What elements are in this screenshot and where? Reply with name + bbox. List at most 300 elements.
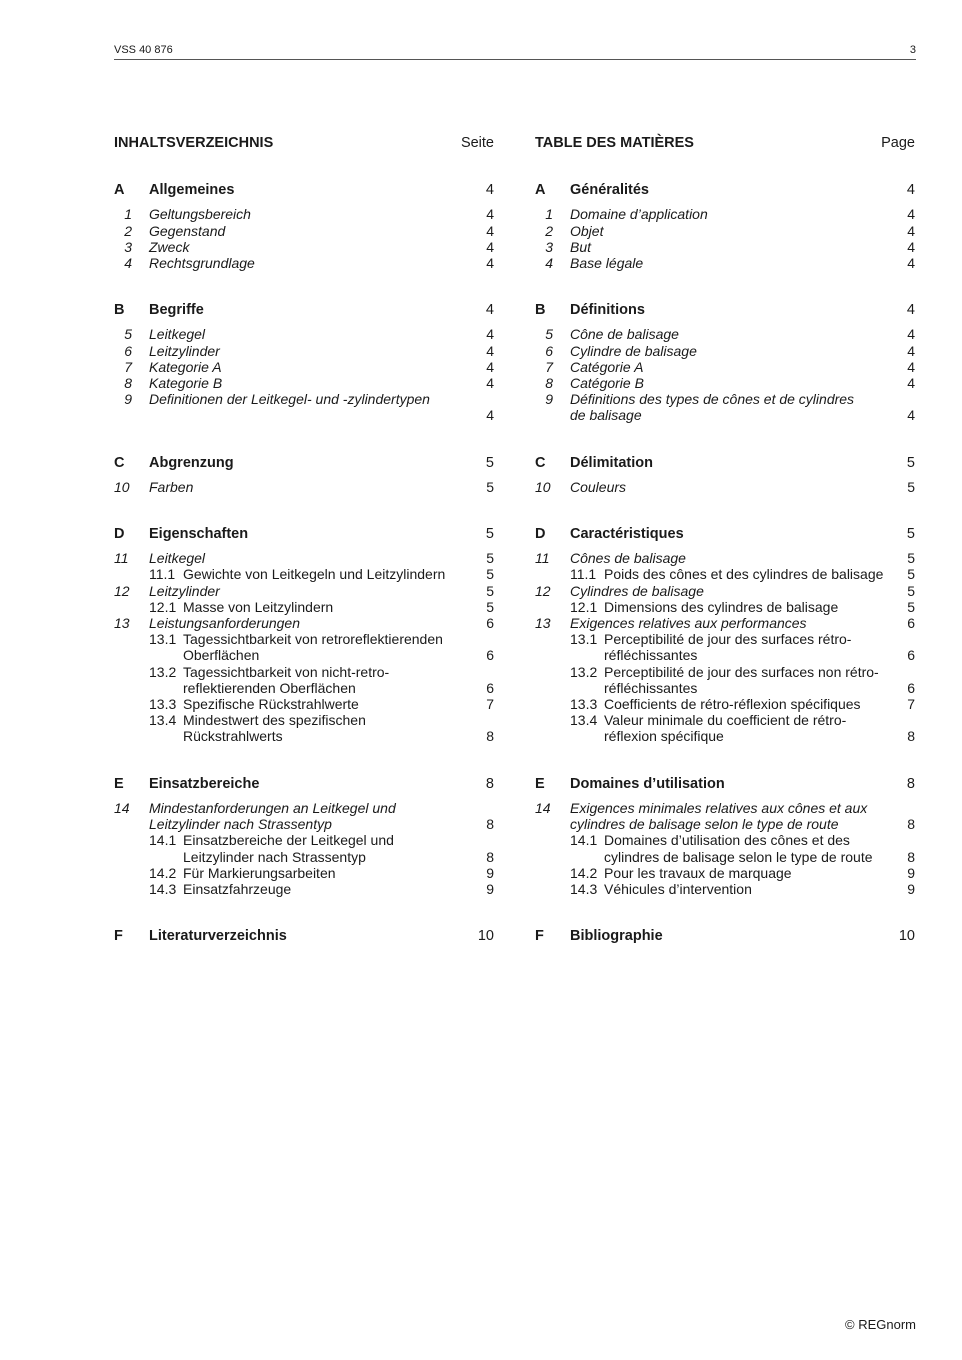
subentry-title-block [604, 881, 885, 897]
toc-sections [114, 182, 494, 944]
section-title: Bibliographie [570, 928, 663, 945]
subentry-indent [114, 599, 149, 615]
section-page: 8 [485, 775, 494, 792]
toc-entry [114, 343, 494, 359]
section-heading [114, 526, 494, 542]
entry-title: Domaine d’application [570, 206, 708, 223]
entry-title: Leitzylinder [149, 342, 220, 359]
section-title: Eigenschaften [149, 526, 249, 543]
subentry-indent [535, 832, 570, 864]
entry-number: 7 [545, 358, 553, 375]
entry-title: Definitionen der Leitkegel- und -zylindertypen [149, 391, 430, 408]
toc-subentry [114, 696, 494, 712]
subentry-title: Einsatzfahrzeuge [183, 880, 292, 897]
section-heading [114, 455, 494, 471]
toc-entry [114, 391, 494, 423]
subentry-title-continued: Rückstrahlwerts [183, 728, 283, 745]
entry-title: Mindestanforderungen an Leitkegel und [149, 799, 396, 816]
entry-page: 4 [486, 238, 494, 255]
subentry-number: 12.1 [149, 598, 177, 615]
entry-page: 8 [907, 816, 915, 833]
toc-section [114, 302, 494, 423]
entry-page: 4 [486, 407, 494, 424]
copyright-notice: © REGnorm [845, 1317, 916, 1332]
toc-subentry [114, 832, 494, 864]
toc-entry [114, 583, 494, 599]
subentry-indent [114, 566, 149, 582]
subentry-indent [114, 832, 149, 864]
toc-entry [535, 583, 915, 599]
subentry-title: Für Markierungsarbeiten [183, 864, 336, 881]
section-heading [535, 526, 915, 542]
toc-entry [535, 550, 915, 566]
entry-page: 4 [907, 255, 915, 272]
subentry-number: 14.3 [149, 880, 177, 897]
subentry-title-block [604, 566, 885, 582]
subentry-page: 8 [486, 728, 494, 745]
subentry-title-block [604, 832, 885, 864]
entry-title: Catégorie B [570, 375, 644, 392]
subentry-title-block [604, 696, 885, 712]
entry-number: 8 [545, 375, 553, 392]
toc-section [114, 455, 494, 495]
toc-subentry [114, 599, 494, 615]
subentry-number: 13.3 [570, 696, 598, 713]
subentry-indent [114, 712, 149, 744]
section-page: 4 [906, 302, 915, 319]
section-heading [114, 928, 494, 944]
subentry-title: Masse von Leitzylindern [183, 598, 334, 615]
entry-number: 13 [114, 615, 130, 632]
subentry-title: Einsatzbereiche der Leitkegel und [183, 832, 394, 849]
subentry-page: 9 [907, 864, 915, 881]
entry-number: 9 [545, 391, 553, 408]
entry-title: Cylindres de balisage [570, 582, 704, 599]
toc-subentry [114, 865, 494, 881]
subentry-title-block [183, 566, 464, 582]
subentry-title-block [604, 664, 885, 696]
entry-page: 5 [486, 550, 494, 567]
subentry-title: Perceptibilité de jour des surfaces non rétro- [604, 663, 879, 680]
toc-entry [535, 800, 915, 832]
entry-title-continued [149, 407, 464, 423]
toc-entry [535, 239, 915, 255]
subentry-number: 14.2 [149, 864, 177, 881]
toc-section [535, 928, 915, 944]
page-column-label: Page [881, 135, 915, 151]
subentry-indent [114, 865, 149, 881]
toc-entry [535, 479, 915, 495]
entry-title-block [149, 800, 464, 832]
entry-number: 12 [535, 582, 551, 599]
entry-title: Geltungsbereich [149, 206, 251, 223]
toc-subentry [535, 881, 915, 897]
toc-entry [114, 800, 494, 832]
entry-title: Kategorie A [149, 358, 222, 375]
subentry-page: 8 [486, 848, 494, 865]
section-heading [535, 928, 915, 944]
toc-entry [114, 479, 494, 495]
subentry-title: Perceptibilité de jour des surfaces rétro- [604, 631, 852, 648]
entry-title: Zweck [149, 238, 190, 255]
toc-entry [535, 375, 915, 391]
subentry-title: Tagessichtbarkeit von nicht-retro- [183, 663, 390, 680]
subentry-indent [535, 881, 570, 897]
entry-title: Exigences minimales relatives aux cônes et aux [570, 799, 868, 816]
subentry-page: 6 [486, 647, 494, 664]
entry-title: Leitkegel [149, 550, 206, 567]
section-heading [114, 776, 494, 792]
entry-number: 11 [535, 550, 550, 567]
entry-page: 4 [486, 342, 494, 359]
toc-entry [114, 550, 494, 566]
page-header [114, 44, 916, 60]
toc-section [535, 302, 915, 423]
section-title: Einsatzbereiche [149, 775, 260, 792]
entry-title: Gegenstand [149, 222, 226, 239]
entry-title: Kategorie B [149, 375, 223, 392]
section-title: Begriffe [149, 302, 204, 319]
section-heading [535, 182, 915, 198]
subentry-title: Domaines d’utilisation des cônes et des [604, 832, 850, 849]
toc-subentry [114, 566, 494, 582]
toc-subentry [535, 631, 915, 663]
subentry-number: 13.3 [149, 696, 177, 713]
section-page: 5 [485, 526, 494, 543]
toc-title: INHALTSVERZEICHNIS [114, 135, 274, 151]
subentry-title-block [183, 832, 464, 864]
entry-page: 4 [907, 222, 915, 239]
entry-page: 4 [907, 375, 915, 392]
subentry-indent [535, 712, 570, 744]
entry-title: Leitkegel [149, 326, 206, 343]
subentry-number: 12.1 [570, 598, 598, 615]
entry-page: 4 [486, 255, 494, 272]
section-page: 10 [898, 928, 915, 945]
subentry-title-block [183, 599, 464, 615]
subentry-title: Spezifische Rückstrahlwerte [183, 696, 359, 713]
section-letter: C [535, 454, 546, 471]
toc-entry [535, 255, 915, 271]
entry-title: Objet [570, 222, 604, 239]
entry-number: 4 [124, 255, 132, 272]
toc-subentry [114, 712, 494, 744]
subentry-page: 5 [486, 566, 494, 583]
subentry-page: 5 [486, 598, 494, 615]
toc-section [535, 182, 915, 271]
entry-title-continued: cylindres de balisage selon le type de route [570, 816, 839, 833]
entry-title: Catégorie A [570, 358, 644, 375]
subentry-number: 13.2 [570, 663, 598, 680]
subentry-title: Pour les travaux de marquage [604, 864, 792, 881]
section-title: Allgemeines [149, 182, 235, 199]
section-title: Domaines d’utilisation [570, 775, 725, 792]
section-page: 8 [906, 775, 915, 792]
entry-page: 8 [486, 816, 494, 833]
entry-number: 14 [535, 799, 551, 816]
subentry-page: 8 [907, 848, 915, 865]
entry-title: Définitions des types de cônes et de cylindres [570, 391, 855, 408]
section-heading [535, 776, 915, 792]
entry-title-continued: Leitzylinder nach Strassentyp [149, 816, 332, 833]
subentry-title-continued: reflektierenden Oberflächen [183, 679, 356, 696]
entry-number: 9 [124, 391, 132, 408]
entry-page: 4 [907, 326, 915, 343]
subentry-page: 9 [907, 880, 915, 897]
section-title: Délimitation [570, 454, 653, 471]
entry-page: 5 [907, 478, 915, 495]
toc-entry [535, 326, 915, 342]
subentry-title: Valeur minimale du coefficient de rétro- [604, 712, 847, 729]
entry-number: 10 [114, 478, 130, 495]
toc-entry [535, 223, 915, 239]
subentry-indent [535, 631, 570, 663]
entry-page: 4 [486, 358, 494, 375]
subentry-indent [535, 599, 570, 615]
entry-number: 2 [545, 222, 553, 239]
entry-page: 4 [486, 375, 494, 392]
subentry-indent [535, 696, 570, 712]
toc-section [114, 526, 494, 745]
subentry-title-block [604, 865, 885, 881]
subentry-page: 9 [486, 880, 494, 897]
subentry-title-block [183, 865, 464, 881]
entry-number: 3 [545, 238, 553, 255]
toc-entry [535, 391, 915, 423]
subentry-title-continued: Leitzylinder nach Strassentyp [183, 848, 366, 865]
entry-page: 4 [907, 358, 915, 375]
toc-entry [535, 343, 915, 359]
toc-section [535, 526, 915, 745]
subentry-title-continued: réfléchissantes [604, 647, 698, 664]
subentry-title: Tagessichtbarkeit von retroreflektierenden [183, 631, 443, 648]
subentry-number: 14.3 [570, 880, 598, 897]
toc-subentry [535, 832, 915, 864]
section-letter: D [114, 526, 125, 543]
section-heading [114, 302, 494, 318]
toc-french [535, 135, 915, 952]
section-heading [535, 455, 915, 471]
toc-subentry [114, 631, 494, 663]
section-letter: F [535, 928, 544, 945]
subentry-number: 13.1 [149, 631, 177, 648]
subentry-title-block [183, 881, 464, 897]
entry-page: 4 [907, 238, 915, 255]
subentry-page: 7 [486, 696, 494, 713]
toc-entry [114, 615, 494, 631]
entry-title: Rechtsgrundlage [149, 255, 255, 272]
entry-number: 8 [124, 375, 132, 392]
subentry-number: 11.1 [149, 566, 176, 583]
section-letter: D [535, 526, 546, 543]
subentry-title-continued: réfléchissantes [604, 679, 698, 696]
entry-number: 6 [124, 342, 132, 359]
entry-page: 5 [486, 478, 494, 495]
section-letter: A [535, 182, 546, 199]
section-title: Abgrenzung [149, 454, 234, 471]
entry-title: Exigences relatives aux performances [570, 615, 807, 632]
subentry-page: 5 [907, 598, 915, 615]
entry-page: 4 [907, 342, 915, 359]
toc-subentry [535, 696, 915, 712]
toc-subentry [535, 865, 915, 881]
toc-section [535, 776, 915, 897]
subentry-number: 14.1 [570, 832, 598, 849]
section-letter: E [114, 775, 124, 792]
entry-number: 4 [545, 255, 553, 272]
section-heading [535, 302, 915, 318]
entry-page: 5 [486, 582, 494, 599]
toc-subentry [114, 881, 494, 897]
subentry-indent [535, 865, 570, 881]
entry-title: Cylindre de balisage [570, 342, 697, 359]
page-column-label: Seite [460, 135, 494, 151]
subentry-title-continued: Oberflächen [183, 647, 260, 664]
entry-page: 4 [486, 206, 494, 223]
subentry-number: 13.2 [149, 663, 177, 680]
section-letter: B [114, 302, 125, 319]
entry-page: 6 [486, 615, 494, 632]
entry-number: 12 [114, 582, 130, 599]
entry-number: 1 [545, 206, 553, 223]
subentry-page: 9 [486, 864, 494, 881]
subentry-number: 14.2 [570, 864, 598, 881]
toc-entry [114, 255, 494, 271]
subentry-title-block [604, 599, 885, 615]
subentry-page: 6 [907, 647, 915, 664]
subentry-indent [114, 696, 149, 712]
subentry-number: 14.1 [149, 832, 177, 849]
subentry-indent [114, 664, 149, 696]
entry-title-block [570, 391, 885, 423]
section-page: 5 [485, 454, 494, 471]
section-page: 4 [485, 302, 494, 319]
entry-number: 3 [124, 238, 132, 255]
subentry-title-block [183, 631, 464, 663]
toc-section [535, 455, 915, 495]
section-letter: F [114, 928, 123, 945]
entry-page: 6 [907, 615, 915, 632]
document-id: VSS 40 876 [114, 44, 173, 56]
entry-number: 2 [124, 222, 132, 239]
entry-number: 5 [124, 326, 132, 343]
section-letter: C [114, 454, 125, 471]
subentry-title-block [183, 696, 464, 712]
subentry-page: 7 [907, 696, 915, 713]
entry-page: 4 [486, 326, 494, 343]
section-title: Généralités [570, 182, 649, 199]
entry-title-block [149, 391, 464, 423]
section-page: 10 [477, 928, 494, 945]
entry-page: 4 [486, 222, 494, 239]
toc-entry [535, 359, 915, 375]
toc-entry [114, 223, 494, 239]
toc-entry [114, 239, 494, 255]
subentry-indent [535, 664, 570, 696]
subentry-page: 5 [907, 566, 915, 583]
section-page: 4 [485, 182, 494, 199]
entry-number: 6 [545, 342, 553, 359]
subentry-page: 6 [486, 679, 494, 696]
toc-title-row [535, 135, 915, 151]
entry-title: Couleurs [570, 478, 627, 495]
subentry-title: Véhicules d’intervention [604, 880, 752, 897]
section-title: Définitions [570, 302, 645, 319]
entry-number: 13 [535, 615, 551, 632]
toc-subentry [535, 566, 915, 582]
section-letter: E [535, 775, 545, 792]
entry-title: Leitzylinder [149, 582, 220, 599]
toc-section [114, 182, 494, 271]
subentry-title: Mindestwert des spezifischen [183, 712, 366, 729]
entry-title: Cônes de balisage [570, 550, 686, 567]
toc-german [114, 135, 494, 952]
subentry-title-continued: cylindres de balisage selon le type de route [604, 848, 873, 865]
subentry-title: Coefficients de rétro-réflexion spécifiques [604, 696, 861, 713]
subentry-page: 6 [907, 679, 915, 696]
toc-entry [114, 326, 494, 342]
entry-page: 4 [907, 407, 915, 424]
entry-number: 10 [535, 478, 551, 495]
section-title: Caractéristiques [570, 526, 684, 543]
entry-number: 11 [114, 550, 129, 567]
toc-entry [114, 206, 494, 222]
entry-page: 5 [907, 550, 915, 567]
entry-title: Leistungsanforderungen [149, 615, 301, 632]
entry-title-continued: de balisage [570, 407, 642, 424]
toc-subentry [114, 664, 494, 696]
toc-title: TABLE DES MATIÈRES [535, 135, 694, 151]
toc-sections [535, 182, 915, 944]
page-number: 3 [909, 44, 916, 56]
subentry-page: 8 [907, 728, 915, 745]
toc-section [114, 928, 494, 944]
toc-title-row [114, 135, 494, 151]
toc-section [114, 776, 494, 897]
entry-title: Cône de balisage [570, 326, 679, 343]
entry-title: But [570, 238, 592, 255]
subentry-number: 13.4 [570, 712, 598, 729]
section-page: 4 [906, 182, 915, 199]
toc-entry [535, 615, 915, 631]
subentry-title-block [183, 664, 464, 696]
section-title: Literaturverzeichnis [149, 928, 287, 945]
section-letter: A [114, 182, 125, 199]
subentry-indent [114, 881, 149, 897]
section-heading [114, 182, 494, 198]
subentry-title-continued: réflexion spécifique [604, 728, 724, 745]
subentry-title-block [604, 712, 885, 744]
subentry-title: Poids des cônes et des cylindres de balisage [604, 566, 884, 583]
entry-number: 5 [545, 326, 553, 343]
subentry-indent [535, 566, 570, 582]
toc-subentry [535, 712, 915, 744]
toc-subentry [535, 599, 915, 615]
toc-entry [114, 359, 494, 375]
entry-number: 1 [124, 206, 132, 223]
entry-number: 14 [114, 799, 130, 816]
entry-title: Base légale [570, 255, 644, 272]
toc-entry [535, 206, 915, 222]
subentry-number: 13.1 [570, 631, 598, 648]
subentry-indent [114, 631, 149, 663]
entry-number: 7 [124, 358, 132, 375]
section-page: 5 [906, 526, 915, 543]
subentry-title-block [183, 712, 464, 744]
entry-page: 5 [907, 582, 915, 599]
subentry-title-block [604, 631, 885, 663]
section-letter: B [535, 302, 546, 319]
